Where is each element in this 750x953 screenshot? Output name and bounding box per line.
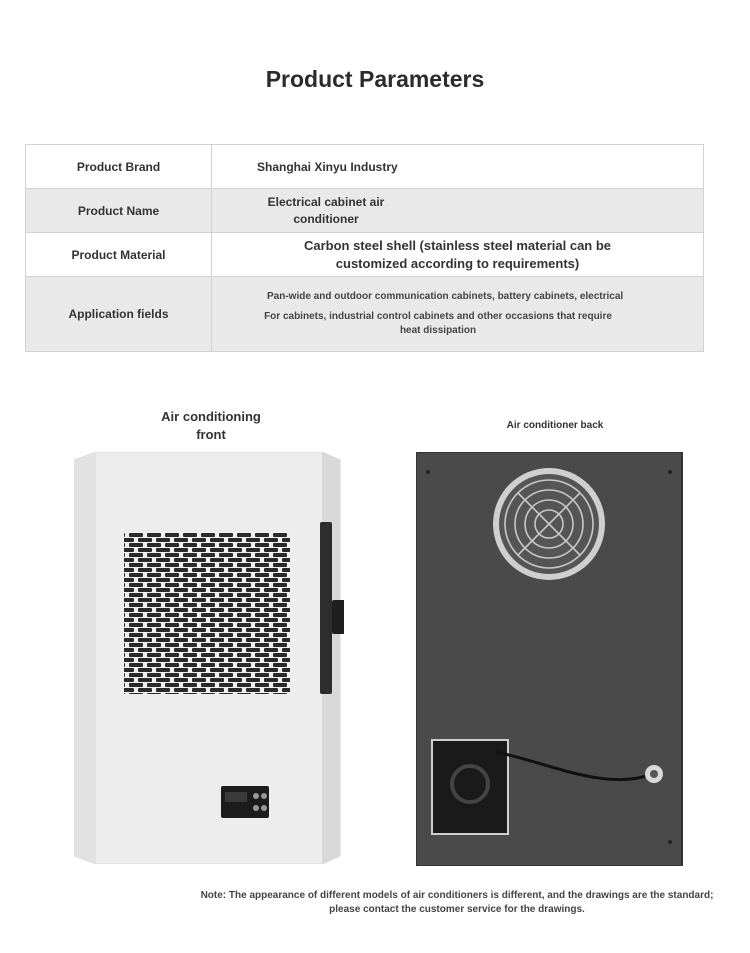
table-row (26, 277, 704, 352)
table-row (26, 189, 704, 233)
param-value: Carbon steel shell (stainless steel material can be customized according to requirements) (303, 237, 612, 271)
param-label: Product Name (26, 189, 212, 233)
page-title: Product Parameters (265, 66, 485, 92)
air-conditioner-back-image (416, 452, 684, 866)
front-image-caption: Air conditioning front (161, 409, 261, 442)
table-row (26, 145, 704, 189)
parameters-table (25, 144, 704, 352)
param-label: Product Brand (26, 145, 212, 189)
disclaimer-note: Note: The appearance of different models of air conditioners is different, and the drawings are the standard; please contact the customer service for the drawings. (200, 890, 714, 915)
param-value-line-1: Pan-wide and outdoor communication cabinets, battery cabinets, electrical (267, 291, 624, 302)
air-conditioner-front-image (74, 452, 344, 864)
param-value-line-2: For cabinets, industrial control cabinets and other occasions that require heat dissipation (264, 311, 612, 336)
table-row (26, 233, 704, 277)
param-label: Product Material (26, 233, 212, 277)
back-image-caption: Air conditioner back (506, 420, 604, 431)
param-label: Application fields (26, 277, 212, 352)
param-value: Shanghai Xinyu Industry (212, 145, 704, 189)
param-value: Electrical cabinet air conditioner (267, 194, 385, 226)
